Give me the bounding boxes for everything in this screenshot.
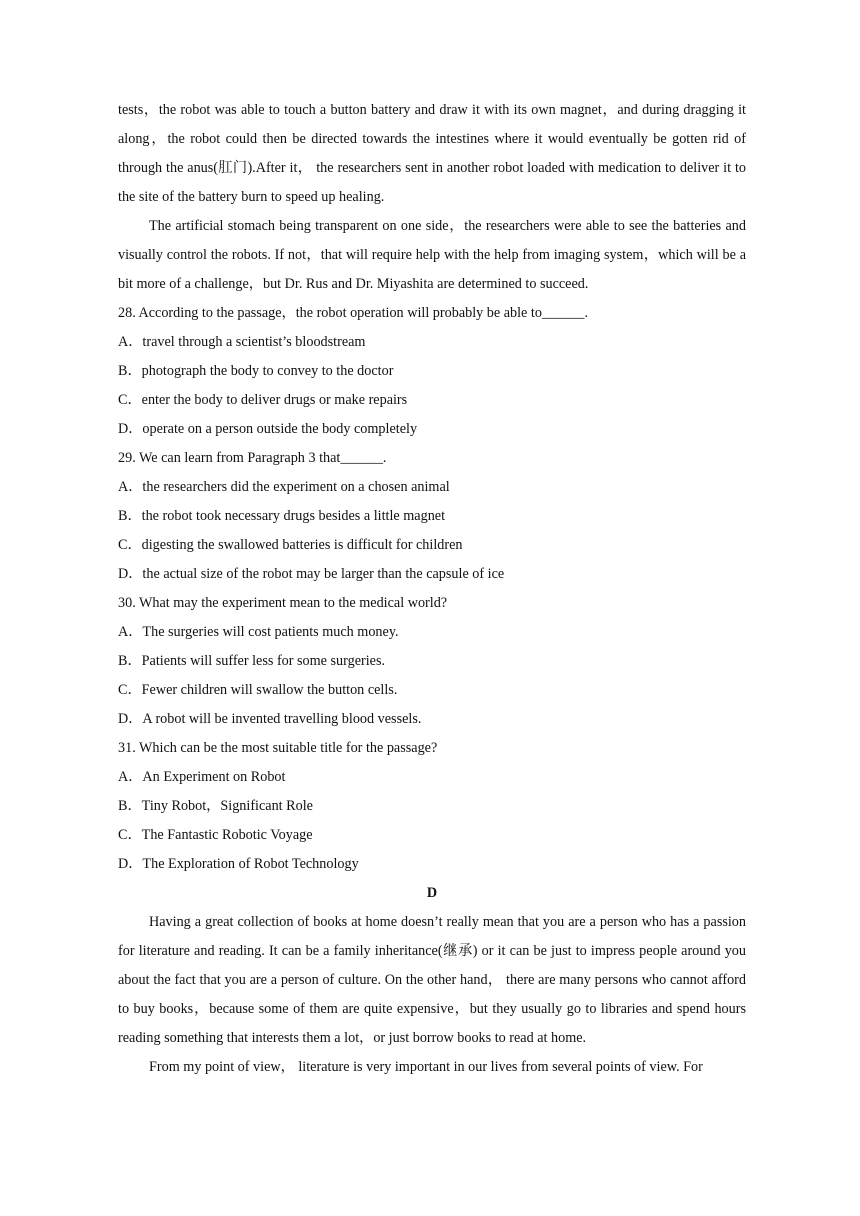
answer-option-d: D．the actual size of the robot may be larger than the capsule of ice	[118, 566, 505, 582]
question-stem: 29. We can learn from Paragraph 3 that______.	[118, 450, 387, 466]
passage-d-paragraph-1: Having a great collection of books at home doesn’t really mean that you are a person who has a passion for literature and reading. It can be a family inheritance(继承) or it can be just to impress people around you about the fact that you are a person of culture. On the other hand， there are many persons who cannot afford to buy books，because some of them are quite expensive，but they usually go to libraries and spend hours reading something that interests them a lot，or just borrow books to read at home.	[118, 914, 746, 1046]
answer-option-d: D．A robot will be invented travelling blood vessels.	[118, 711, 422, 727]
answer-option-c: C．The Fantastic Robotic Voyage	[118, 827, 313, 843]
answer-option-b: B．photograph the body to convey to the doctor	[118, 363, 394, 379]
answer-option-a: A．travel through a scientist’s bloodstream	[118, 334, 366, 350]
section-heading-d: D	[426, 885, 438, 901]
answer-option-c: C．Fewer children will swallow the button cells.	[118, 682, 398, 698]
question-stem: 31. Which can be the most suitable title for the passage?	[118, 740, 438, 756]
answer-option-d: D．operate on a person outside the body completely	[118, 421, 418, 437]
passage-c-paragraph-artificial-stomach: The artificial stomach being transparent on one side，the researchers were able to see the batteries and visually control the robots. If not，that will require help with the help from imaging system，which will be a bit more of a challenge，but Dr. Rus and Dr. Miyashita are determined to succeed.	[118, 218, 746, 292]
question-block-29	[118, 444, 746, 589]
answer-option-b: B．Patients will suffer less for some surgeries.	[118, 653, 386, 669]
question-block-28	[118, 299, 746, 444]
answer-option-c: C．enter the body to deliver drugs or make repairs	[118, 392, 408, 408]
document-body	[118, 96, 746, 1082]
answer-option-c: C．digesting the swallowed batteries is difficult for children	[118, 537, 463, 553]
passage-d-paragraph-2: From my point of view， literature is very important in our lives from several points of view. For	[149, 1059, 703, 1075]
answer-option-a: A．the researchers did the experiment on a chosen animal	[118, 479, 450, 495]
answer-option-b: B．the robot took necessary drugs besides a little magnet	[118, 508, 446, 524]
answer-option-a: A．The surgeries will cost patients much money.	[118, 624, 399, 640]
question-stem: 28. According to the passage，the robot operation will probably be able to______.	[118, 305, 589, 321]
answer-option-b: B．Tiny Robot，Significant Role	[118, 798, 313, 814]
question-stem: 30. What may the experiment mean to the medical world?	[118, 595, 448, 611]
passage-c-paragraph-continued: tests，the robot was able to touch a button battery and draw it with its own magnet，and during dragging it along，the robot could then be directed towards the intestines where it would eventually be gotten rid of through the anus(肛门).After it， the researchers sent in another robot loaded with medication to deliver it to the site of the battery burn to speed up healing.	[118, 102, 746, 205]
question-block-30	[118, 589, 746, 734]
answer-option-d: D．The Exploration of Robot Technology	[118, 856, 359, 872]
question-block-31	[118, 734, 746, 879]
answer-option-a: A．An Experiment on Robot	[118, 769, 286, 785]
